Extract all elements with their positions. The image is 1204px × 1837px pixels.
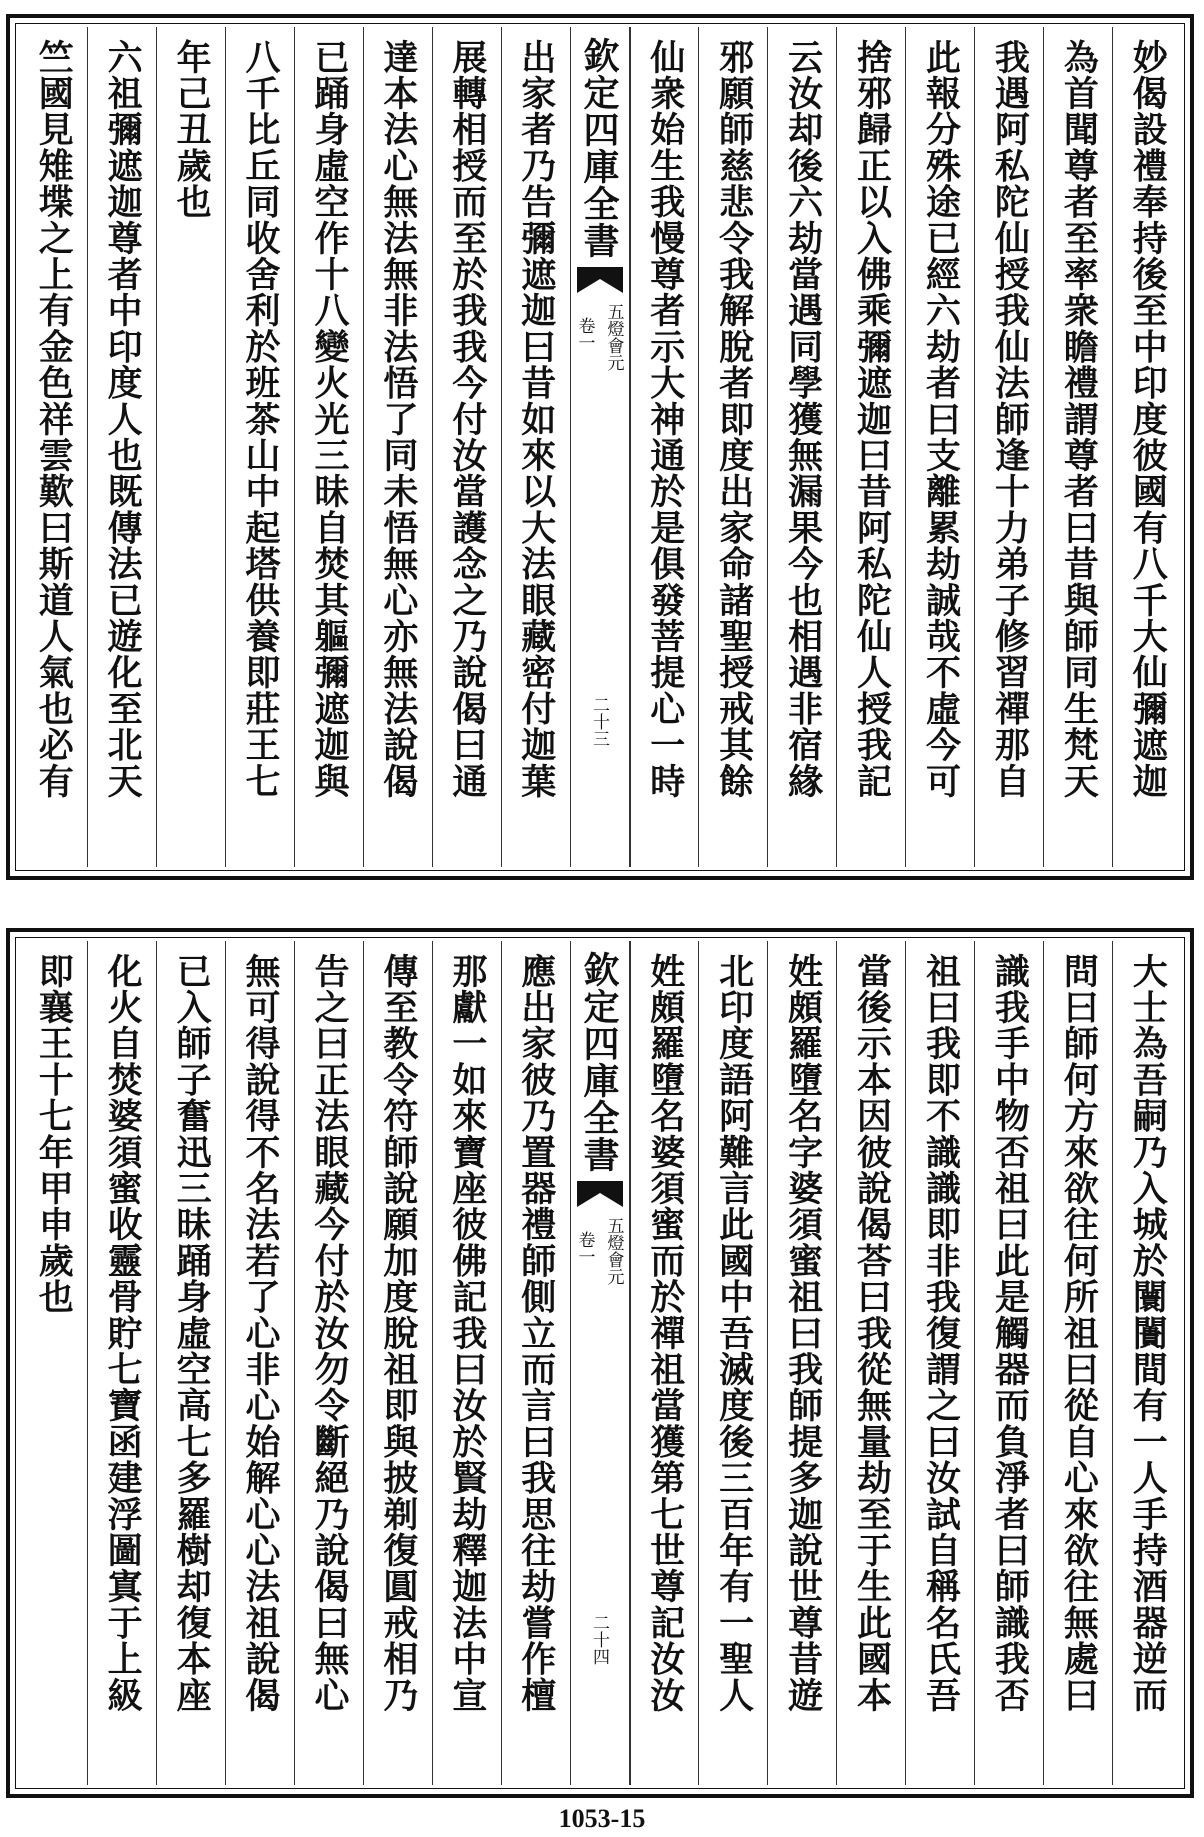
volume-label: 卷一: [574, 1231, 595, 1265]
fishtail-mark-icon: [577, 267, 623, 293]
book-info: [573, 303, 627, 371]
text-column: 北印度語阿難言此國中吾滅度後三百年有一聖人: [698, 941, 767, 1785]
collection-banner: 欽定四庫全書: [578, 37, 620, 259]
book-info: [573, 1217, 627, 1285]
text-column: 祖曰我即不識識即非我復謂之曰汝試自稱名氏吾: [905, 941, 974, 1785]
text-column: 那獻一如來寶座彼佛記我曰汝於賢劫釋迦法中宣: [432, 941, 501, 1785]
text-column: 傳至教令符師說願加度脫祖即與披剃復圓戒相乃: [363, 941, 432, 1785]
center-fold-column: [570, 941, 630, 1785]
volume-label: 卷一: [574, 317, 595, 351]
text-column: 識我手中物否祖曰此是觸器而負淨者曰師識我否: [974, 941, 1043, 1785]
text-column: 無可得說得不名法若了心非心始解心心法祖說偈: [225, 941, 294, 1785]
text-column: 當後示本因彼說偈荅曰我從無量劫至于生此國本: [836, 941, 905, 1785]
text-column: 八千比丘同收舍利於班茶山中起塔供養即莊王七: [225, 27, 294, 867]
text-column: 出家者乃告彌遮迦曰昔如來以大法眼藏密付迦葉: [501, 27, 570, 867]
text-column: 大士為吾嗣乃入城於闤闠間有一人手持酒器逆而: [1112, 941, 1181, 1785]
top-page-frame: [6, 14, 1194, 880]
folio-number: 二十四: [589, 1614, 609, 1665]
text-column: 展轉相授而至於我我今付汝當護念之乃說偈曰通: [432, 27, 501, 867]
folio-number: 二十三: [589, 696, 609, 747]
text-column: 為首聞尊者至率衆瞻禮謂尊者曰昔與師同生梵天: [1043, 27, 1112, 867]
text-column: 問曰師何方來欲往何所祖曰從自心來欲往無處曰: [1043, 941, 1112, 1785]
book-title: 五燈會元: [603, 1217, 624, 1285]
text-column: 已踊身虛空作十八變火光三昧自焚其軀彌遮迦與: [294, 27, 363, 867]
book-title: 五燈會元: [603, 303, 624, 371]
bottom-page-columns: [19, 941, 1181, 1785]
text-column: 我遇阿私陀仙授我仙法師逢十力弟子修習禪那自: [974, 27, 1043, 867]
text-column: 化火自焚婆須蜜收靈骨貯七寶函建浮圖寘于上級: [87, 941, 156, 1785]
text-column: 竺國見雉堞之上有金色祥雲歎曰斯道人氣也必有: [33, 39, 75, 800]
text-column: 年己丑歲也: [156, 27, 225, 867]
text-column: 邪願師慈悲令我解脫者即度出家命諸聖授戒其餘: [698, 27, 767, 867]
bottom-page-frame: [6, 928, 1194, 1798]
fishtail-mark-icon: [577, 1181, 623, 1207]
text-column: 六祖彌遮迦尊者中印度人也既傳法已遊化至北天: [87, 27, 156, 867]
text-column: 達本法心無法無非法悟了同未悟無心亦無法說偈: [363, 27, 432, 867]
text-column: 捨邪歸正以入佛乘彌遮迦曰昔阿私陀仙人授我記: [836, 27, 905, 867]
center-fold-column: [570, 27, 630, 867]
text-column: 云汝却後六劫當遇同學獲無漏果今也相遇非宿緣: [767, 27, 836, 867]
text-column: 仙衆始生我慢尊者示大神通於是俱發菩提心一時: [630, 27, 699, 867]
text-column: 應出家彼乃置器禮師側立而言曰我思往劫嘗作檀: [501, 941, 570, 1785]
top-page-columns: [19, 27, 1181, 867]
page-number: 1053-15: [558, 1804, 646, 1833]
text-column: 告之曰正法眼藏今付於汝勿令斷絕乃說偈曰無心: [294, 941, 363, 1785]
text-column: 此報分殊途已經六劫者曰支離累劫誠哉不虛今可: [905, 27, 974, 867]
text-column: 妙偈設禮奉持後至中印度彼國有八千大仙彌遮迦: [1112, 27, 1181, 867]
text-column: 即襄王十七年甲申歲也: [33, 953, 75, 1315]
text-column: 已入師子奮迅三昧踊身虛空高七多羅樹却復本座: [156, 941, 225, 1785]
collection-banner: 欽定四庫全書: [578, 951, 620, 1173]
text-column: 姓頗羅墮名字婆須蜜祖曰我師提多迦說世尊昔遊: [767, 941, 836, 1785]
text-column: 姓頗羅墮名婆須蜜而於禪祖當獲第七世尊記汝汝: [630, 941, 699, 1785]
